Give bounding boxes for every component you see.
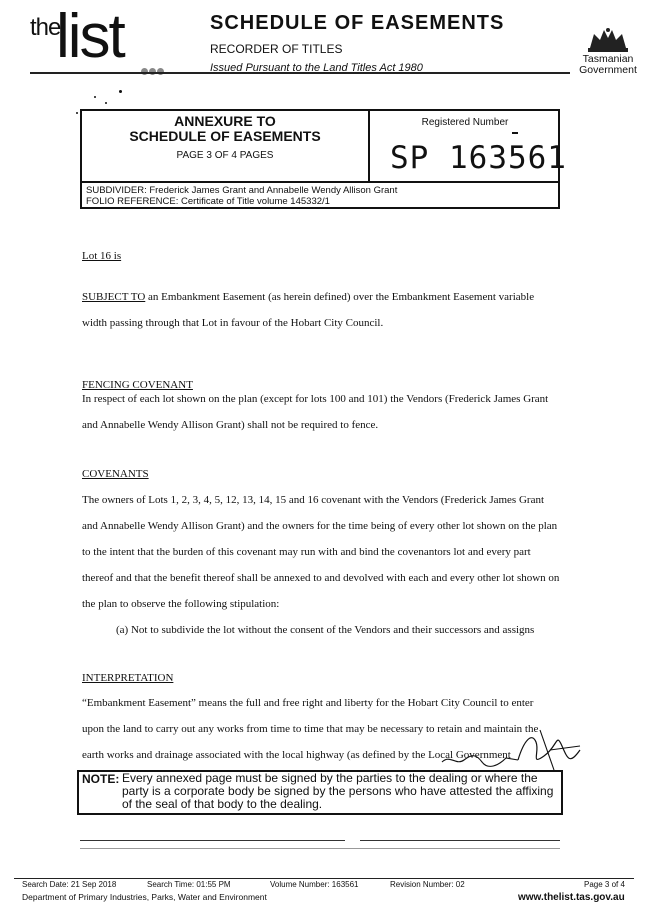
footer-search-date: Search Date: 21 Sep 2018	[22, 880, 117, 889]
footer-volume-number: Volume Number: 163561	[270, 880, 359, 889]
tasmanian-government-label	[576, 54, 640, 76]
interpretation-heading: INTERPRETATION	[82, 672, 174, 684]
annexure-title-line1: ANNEXURE TO	[174, 113, 276, 129]
fencing-line1: In respect of each lot shown on the plan (except for lots 100 and 101) the Vendors (Frederick James Grant	[82, 393, 549, 405]
covenants-line2: and Annabelle Wendy Allison Grant) and the owners for the time being of every other lot shown on the plan	[82, 520, 558, 532]
issued-pursuant-text: Issued Pursuant to the Land Titles Act 1980	[210, 62, 423, 74]
speck	[105, 102, 107, 104]
logo-list-text: list	[56, 2, 124, 71]
fencing-line2: and Annabelle Wendy Allison Grant) shall not be required to fence.	[82, 419, 379, 431]
footer-revision-number: Revision Number: 02	[390, 880, 465, 889]
covenants-line4: thereof and that the benefit thereof shall be annexed to and devolved with each and every other lot shown on	[82, 572, 560, 584]
speck	[94, 96, 96, 98]
recorder-of-titles: RECORDER OF TITLES	[210, 42, 343, 56]
signature-rule	[360, 840, 560, 841]
subject-to-line2: width passing through that Lot in favour of the Hobart City Council.	[82, 317, 384, 329]
gov-line-1: Tasmanian	[582, 53, 634, 65]
speck	[76, 112, 78, 114]
logo-dots-icon	[141, 62, 165, 80]
covenants-heading: COVENANTS	[82, 468, 149, 480]
logo-the-text: the	[30, 14, 61, 41]
fencing-covenant-heading: FENCING COVENANT	[82, 379, 193, 391]
document-title: SCHEDULE OF EASEMENTS	[210, 12, 505, 34]
folio-reference-line: FOLIO REFERENCE: Certificate of Title volume 145332/1	[86, 196, 330, 207]
annexure-title	[82, 114, 368, 144]
subject-to-paragraph	[82, 290, 534, 304]
footer-rule	[14, 878, 634, 879]
covenants-line5: the plan to observe the following stipulation:	[82, 598, 280, 610]
lot-heading: Lot 16 is	[82, 250, 122, 262]
signature-mark-2	[440, 752, 520, 768]
subdivider-line: SUBDIVIDER: Frederick James Grant and Annabelle Wendy Allison Grant	[86, 185, 398, 196]
tasmanian-crest-icon	[586, 26, 630, 54]
note-label: NOTE:	[82, 772, 120, 786]
subdivider-folio	[86, 185, 397, 207]
registered-number-label: Registered Number	[421, 117, 509, 128]
annexure-title-line2: SCHEDULE OF EASEMENTS	[129, 128, 321, 144]
speck	[119, 90, 122, 93]
subject-to-label: SUBJECT TO	[82, 291, 146, 303]
interpretation-line1: “Embankment Easement” means the full and free right and liberty for the Hobart City Council to enter	[82, 697, 534, 709]
signature-rule-faint	[80, 848, 560, 849]
registered-number: SP 163561	[390, 140, 567, 176]
note-text: Every annexed page must be signed by the parties to the dealing or where the party is a corporate body be signed by the persons who have attested the affixing of the seal of that body to the dealing.	[122, 771, 554, 811]
interpretation-line3: earth works and drainage associated with the local highway (as defined by the Local Government	[82, 749, 511, 761]
signature-rule	[80, 840, 345, 841]
covenants-line3: to the intent that the burden of this covenant may run with and bind the covenantors lot and every part	[82, 546, 531, 558]
annexure-divider-horizontal	[80, 181, 560, 183]
covenant-item-a: (a) Not to subdivide the lot without the consent of the Vendors and their successors and assigns	[116, 624, 535, 636]
footer-website-link[interactable]: www.thelist.tas.gov.au	[518, 892, 625, 903]
footer-department: Department of Primary Industries, Parks, Water and Environment	[22, 892, 267, 902]
interpretation-line2: upon the land to carry out any works from time to time that may be necessary to retain and maintain the	[82, 723, 539, 735]
covenants-line1: The owners of Lots 1, 2, 3, 4, 5, 12, 13, 14, 15 and 16 covenant with the Vendors (Frederick James Grant	[82, 494, 545, 506]
subject-to-text: an Embankment Easement (as herein defined) over the Embankment Easement variable	[145, 291, 535, 303]
footer-page-number: Page 3 of 4	[584, 880, 625, 889]
footer-search-time: Search Time: 01:55 PM	[147, 880, 231, 889]
registered-number-mark	[512, 132, 518, 134]
annexure-page-count: PAGE 3 OF 4 PAGES	[176, 150, 274, 161]
gov-line-2: Government	[579, 64, 637, 76]
